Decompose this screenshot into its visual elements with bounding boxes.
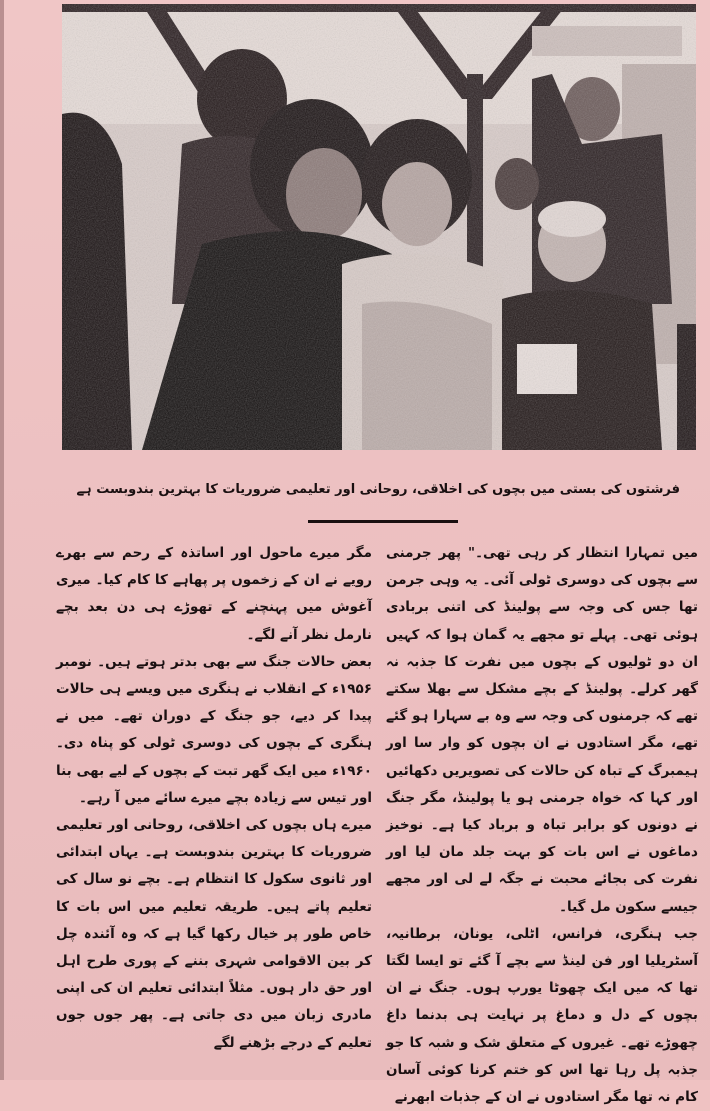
paragraph: میرے ہاں بچوں کی اخلاقی، روحانی اور تعلیمی ضروریات کا بہترین بندوبست ہے۔ یہاں ابتدائی اور ثانوی سکول کا انتظام ہے۔ بچے نو سال کی تعلیم پاتے ہیں۔ طریقہ تعلیم میں اس بات کا خاص طور پر خیال رکھا گیا ہے کہ وہ آئندہ چل کر بین الاقوامی شہری بننے کے پوری طرح اہل اور حق دار ہوں۔ مثلاً ابتدائی تعلیم ان کی اپنی مادری زبان میں دی جاتی ہے۔ پھر جوں جوں تعلیم کے درجے بڑھنے لگے: [56, 817, 372, 1051]
halftone-photo: [62, 4, 696, 450]
caption-rule: [308, 520, 458, 523]
paragraph: میں تمہارا انتظار کر رہی تھی۔" پھر جرمنی سے بچوں کی دوسری ٹولی آئی۔ یہ وہی جرمن تھا جس کی وجہ سے پولینڈ کی اتنی بربادی ہوئی تھی۔ پہلے تو مجھے یہ گمان ہوا کہ کہیں ان دو ٹولیوں کے بچوں میں نفرت کا جذبہ نہ گھر کرلے۔ پولینڈ کے بچے مشکل سے بھلا سکتے تھے کہ جرمنوں کی وجہ سے وہ بے سہارا ہو گئے تھے، مگر استادوں نے ان بچوں کو وار سا اور ہیمبرگ کے تباہ کن حالات کی تصویریں دکھائیں اور کہا کہ خواہ جرمنی ہو یا پولینڈ، مگر جنگ نے دونوں کو برابر تباہ و برباد کیا ہے۔ نوخیز دماغوں نے اس بات کو بہت جلد مان لیا اور نفرت کی بجائے محبت نے جگہ لے لی اور مجھے جیسے سکون مل گیا۔: [386, 545, 698, 915]
paragraph: بعض حالات جنگ سے بھی بدتر ہوتے ہیں۔ نومبر ۱۹۵۶ء کے انقلاب نے ہنگری میں ویسے ہی حالات پیدا کر دیے، جو جنگ کے دوران تھے۔ میں نے ہنگری کے بچوں کی دوسری ٹولی کو پناہ دی۔ ۱۹۶۰ء میں ایک گھر تبت کے بچوں کے لیے بھی بنا اور تیس سے زیادہ بچے میرے سائے میں آ رہے۔: [56, 653, 372, 806]
photo-children-group: [62, 4, 696, 450]
photo-caption: فرشتوں کی بستی میں بچوں کی اخلاقی، روحانی اور تعلیمی ضروریات کا بہترین بندوبست ہے: [76, 482, 680, 497]
paragraph: مگر میرے ماحول اور اساتذہ کے رحم سے بھرے رویے نے ان کے زخموں پر پھاہے کا کام کیا۔ میری آغوش میں پہنچنے کے تھوڑے ہی دن بعد بچے نارمل نظر آنے لگے۔: [56, 545, 372, 643]
article-column-left: [56, 540, 372, 1057]
article-column-right: [386, 540, 698, 1111]
page-edge: [0, 0, 4, 1080]
paragraph: جب ہنگری، فرانس، اٹلی، یونان، برطانیہ، آسٹریلیا اور فن لینڈ سے بچے آ گئے تو ایسا لگتا تھا کہ میں ایک چھوٹا یورپ ہوں۔ جنگ نے ان بچوں کے دل و دماغ پر نہایت ہی بدنما داغ چھوڑے تھے۔ غیروں کے متعلق شک و شبہ کا جو جذبہ پل رہا تھا اس کو ختم کرنا کوئی آسان کام نہ تھا مگر استادوں نے ان کے جذبات ابھرنے: [386, 925, 698, 1106]
